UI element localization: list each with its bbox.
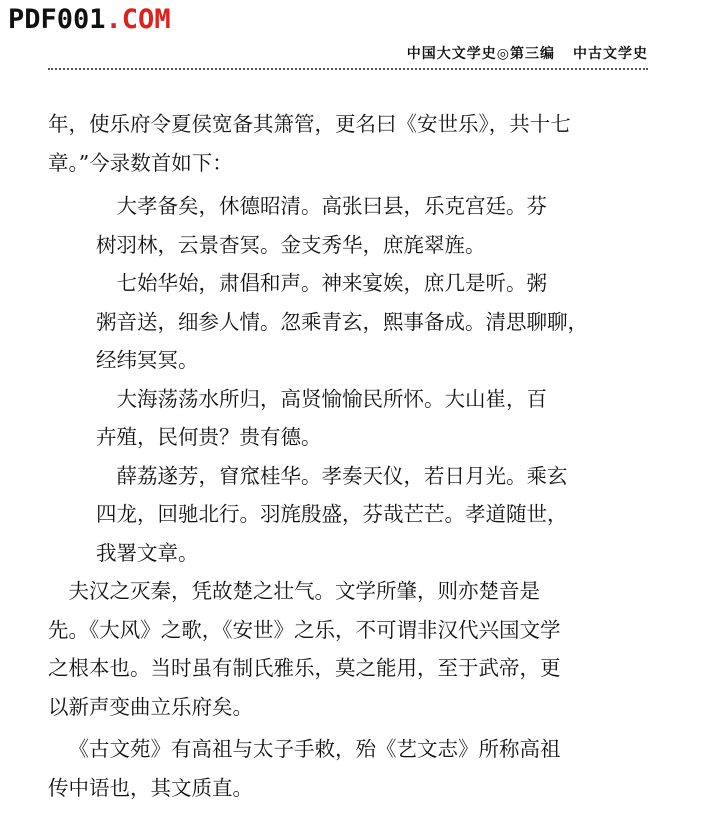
poem-line: 粥音送，细参人情。忽乘青玄，熙事备成。清思聊聊， [96, 309, 588, 334]
paragraph-line: 以新声变曲立乐府矣。 [48, 694, 253, 719]
poem-line: 大孝备矣，休德昭清。高张曰县，乐克宫廷。芬 [116, 194, 547, 218]
intro-line: 章。”今录数首如下： [48, 150, 233, 175]
paragraph-line: 夫汉之灭秦，凭故楚之壮气。文学所肇，则亦楚音是 [68, 579, 540, 603]
watermark-domain: .COM [105, 4, 171, 35]
poem-line: 大海荡荡水所归，高贤愉愉民所怀。大山崔，百 [116, 386, 547, 411]
paragraph-line: 之根本也。当时虽有制氏雅乐，莫之能用，至于武帝，更 [48, 656, 561, 680]
paragraph-line: 《古文苑》有高祖与太子手敕，殆《艺文志》所称高祖 [68, 737, 561, 761]
header-divider [48, 68, 648, 70]
intro-line: 年，使乐府令夏侯宽备其箫管，更名曰《安世乐》，共十七 [48, 112, 571, 136]
watermark-logo [8, 4, 171, 36]
poem-line: 树羽林，云景杳冥。金支秀华，庶旄翠旌。 [96, 232, 486, 257]
poem-line: 四龙，回驰北行。羽旄殷盛，芬哉芒芒。孝道随世， [96, 502, 568, 526]
book-title: 中国大文学史◎第三编 [406, 46, 555, 62]
paragraph-line: 传中语也，其文质直。 [48, 775, 253, 800]
running-header [407, 44, 648, 64]
chapter-title: 中古文学史 [573, 46, 648, 62]
poem-line: 七始华始，肃倡和声。神来宴娭，庶几是听。粥 [116, 271, 547, 295]
poem-line: 我署文章。 [96, 540, 199, 565]
poem-line: 经纬冥冥。 [96, 348, 199, 372]
paragraph-line: 先。《大风》之歌，《安世》之乐，不可谓非汉代兴国文学 [48, 617, 561, 642]
watermark-text: PDF001 [8, 4, 106, 35]
poem-line: 薛荔遂芳，窅窊桂华。孝奏天仪，若日月光。乘玄 [116, 463, 568, 488]
poem-line: 卉殖，民何贵？贵有德。 [96, 425, 322, 449]
